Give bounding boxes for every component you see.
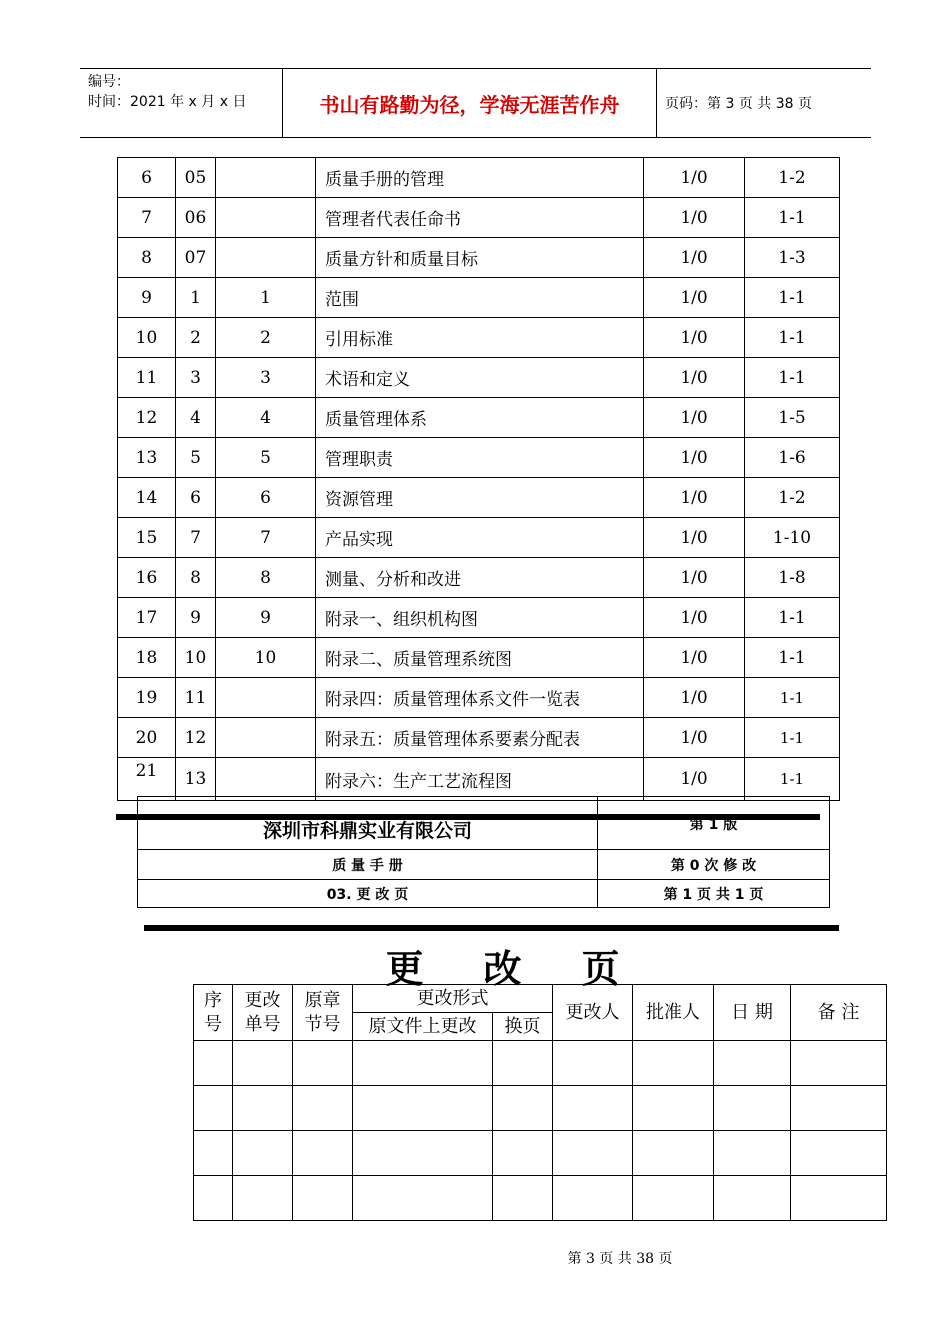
toc-section: 10 (216, 638, 316, 678)
toc-title: 附录一、组织机构图 (316, 598, 644, 638)
toc-revision: 1/0 (644, 158, 745, 198)
table-row (118, 198, 840, 238)
header-form-orig: 原文件上更改 (353, 1013, 493, 1041)
page-info: 页码：第 3 页 共 38 页 (665, 96, 812, 112)
block-page: 第 1 页 共 1 页 (663, 886, 764, 903)
toc-section: 6 (216, 478, 316, 518)
toc-title: 附录六：生产工艺流程图 (316, 758, 644, 801)
toc-seq: 10 (118, 318, 176, 358)
toc-section: 3 (216, 358, 316, 398)
header-changer: 更改人 (553, 985, 633, 1041)
toc-title: 测量、分析和改进 (316, 558, 644, 598)
toc-seq: 13 (118, 438, 176, 478)
toc-revision: 1/0 (644, 358, 745, 398)
toc-revision: 1/0 (644, 758, 745, 801)
toc-title: 引用标准 (316, 318, 644, 358)
edition: 第 1 版 (689, 817, 738, 833)
toc-pages: 1-1 (745, 638, 840, 678)
toc-chapter: 07 (176, 238, 216, 278)
toc-title: 管理职责 (316, 438, 644, 478)
toc-seq: 19 (118, 678, 176, 718)
header-orig-section: 原章 节号 (304, 989, 341, 1035)
toc-seq: 14 (118, 478, 176, 518)
toc-title: 质量管理体系 (316, 398, 644, 438)
toc-revision: 1/0 (644, 318, 745, 358)
toc-pages: 1-3 (745, 238, 840, 278)
toc-section: 2 (216, 318, 316, 358)
toc-section (216, 758, 316, 801)
toc-seq: 20 (118, 718, 176, 758)
toc-seq: 8 (118, 238, 176, 278)
table-row (118, 398, 840, 438)
toc-pages: 1-1 (745, 278, 840, 318)
toc-revision: 1/0 (644, 518, 745, 558)
toc-seq: 18 (118, 638, 176, 678)
toc-chapter: 11 (176, 678, 216, 718)
toc-seq: 11 (118, 358, 176, 398)
company-name: 深圳市科鼎实业有限公司 (262, 819, 472, 842)
toc-pages: 1-10 (745, 518, 840, 558)
table-row (118, 358, 840, 398)
toc-revision: 1/0 (644, 678, 745, 718)
company-block (137, 796, 830, 908)
toc-chapter: 1 (176, 278, 216, 318)
table-row (118, 278, 840, 318)
toc-seq: 12 (118, 398, 176, 438)
toc-pages: 1-1 (745, 198, 840, 238)
toc-revision: 1/0 (644, 438, 745, 478)
col-orig-section (293, 985, 353, 1041)
col-change-no (233, 985, 293, 1041)
toc-chapter: 12 (176, 718, 216, 758)
header-approver: 批准人 (633, 985, 714, 1041)
toc-revision: 1/0 (644, 598, 745, 638)
toc-chapter: 5 (176, 438, 216, 478)
table-row (118, 598, 840, 638)
change-table (193, 984, 887, 1221)
toc-revision: 1/0 (644, 238, 745, 278)
toc-section (216, 678, 316, 718)
toc-chapter: 7 (176, 518, 216, 558)
toc-pages: 1-2 (745, 478, 840, 518)
toc-title: 质量方针和质量目标 (316, 238, 644, 278)
header-date: 日 期 (714, 985, 791, 1041)
toc-pages: 1-6 (745, 438, 840, 478)
revision: 第 0 次 修 改 (670, 857, 757, 874)
table-row (118, 238, 840, 278)
toc-chapter: 2 (176, 318, 216, 358)
header-form: 更改形式 (353, 985, 553, 1013)
toc-chapter: 06 (176, 198, 216, 238)
toc-revision: 1/0 (644, 718, 745, 758)
toc-pages: 1-1 (745, 358, 840, 398)
toc-section (216, 718, 316, 758)
motto: 书山有路勤为径，学海无涯苦作舟 (283, 69, 657, 137)
code-label: 编号： (88, 74, 130, 90)
toc-section (216, 158, 316, 198)
header-form-replace: 换页 (493, 1013, 553, 1041)
toc-seq: 21 (118, 758, 176, 801)
thick-rule-bottom (144, 925, 839, 931)
toc-section (216, 198, 316, 238)
toc-title: 范围 (316, 278, 644, 318)
table-row (194, 1041, 887, 1086)
toc-pages: 1-5 (745, 398, 840, 438)
toc-title: 附录二、质量管理系统图 (316, 638, 644, 678)
toc-revision: 1/0 (644, 478, 745, 518)
toc-chapter: 4 (176, 398, 216, 438)
toc-section: 1 (216, 278, 316, 318)
toc-title: 质量手册的管理 (316, 158, 644, 198)
toc-title: 附录五：质量管理体系要素分配表 (316, 718, 644, 758)
toc-title: 管理者代表任命书 (316, 198, 644, 238)
table-row (118, 318, 840, 358)
toc-pages: 1-1 (745, 718, 840, 758)
toc-revision: 1/0 (644, 638, 745, 678)
toc-seq: 16 (118, 558, 176, 598)
table-row (194, 1086, 887, 1131)
header-left (80, 69, 283, 137)
toc-section (216, 238, 316, 278)
toc-chapter: 9 (176, 598, 216, 638)
table-row (118, 678, 840, 718)
toc-section: 7 (216, 518, 316, 558)
header-seq: 序 号 (204, 989, 222, 1035)
toc-pages: 1-1 (745, 758, 840, 801)
toc-revision: 1/0 (644, 558, 745, 598)
toc-revision: 1/0 (644, 398, 745, 438)
toc-pages: 1-1 (745, 318, 840, 358)
table-row (118, 718, 840, 758)
toc-seq: 9 (118, 278, 176, 318)
toc-chapter: 13 (176, 758, 216, 801)
toc-revision: 1/0 (644, 278, 745, 318)
table-row (118, 518, 840, 558)
toc-seq: 6 (118, 158, 176, 198)
manual-title: 质 量 手 册 (332, 857, 403, 874)
toc-pages: 1-8 (745, 558, 840, 598)
table-row (194, 1131, 887, 1176)
table-row (118, 758, 840, 801)
toc-section: 4 (216, 398, 316, 438)
toc-chapter: 6 (176, 478, 216, 518)
page-footer: 第 3 页 共 38 页 (567, 1251, 673, 1267)
toc-section: 8 (216, 558, 316, 598)
header-change-no: 更改 单号 (244, 989, 281, 1035)
section-title: 03. 更 改 页 (326, 886, 409, 903)
toc-title: 附录四：质量管理体系文件一览表 (316, 678, 644, 718)
toc-title: 术语和定义 (316, 358, 644, 398)
toc-title: 资源管理 (316, 478, 644, 518)
table-row (118, 558, 840, 598)
toc-chapter: 8 (176, 558, 216, 598)
toc-pages: 1-1 (745, 598, 840, 638)
toc-title: 产品实现 (316, 518, 644, 558)
toc-revision: 1/0 (644, 198, 745, 238)
contents-table (117, 157, 840, 801)
table-row (118, 438, 840, 478)
table-row (118, 158, 840, 198)
col-seq (194, 985, 233, 1041)
toc-chapter: 10 (176, 638, 216, 678)
toc-seq: 17 (118, 598, 176, 638)
toc-pages: 1-2 (745, 158, 840, 198)
change-page-title: 更改页 (385, 946, 680, 991)
toc-section: 9 (216, 598, 316, 638)
toc-seq: 7 (118, 198, 176, 238)
toc-seq: 15 (118, 518, 176, 558)
toc-chapter: 05 (176, 158, 216, 198)
toc-chapter: 3 (176, 358, 216, 398)
table-row (118, 478, 840, 518)
page-header (80, 68, 871, 138)
table-row (194, 1176, 887, 1221)
toc-section: 5 (216, 438, 316, 478)
header-remark: 备 注 (791, 985, 887, 1041)
time-label: 时间：2021 年 x 月 x 日 (88, 94, 247, 110)
table-row (118, 638, 840, 678)
toc-pages: 1-1 (745, 678, 840, 718)
